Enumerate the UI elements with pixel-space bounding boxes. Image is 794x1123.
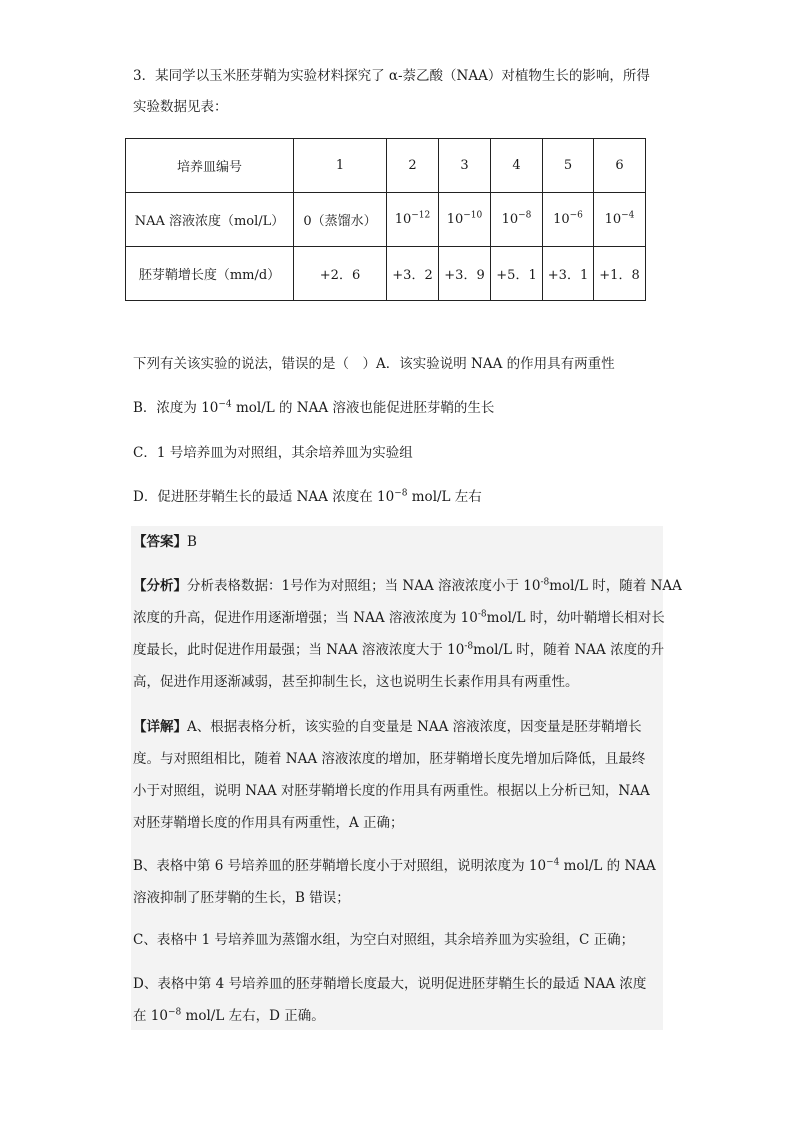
concentration-cell: 0（蒸馏水） (294, 193, 387, 247)
power-exponent: −12 (411, 210, 431, 221)
detail-text: A、根据表格分析，该实验的自变量是 NAA 溶液浓度，因变量是胚芽鞘增长 (187, 719, 642, 735)
dish-number-cell: 6 (594, 139, 646, 193)
experiment-data-table (125, 138, 646, 301)
header-label-cell: 培养皿编号 (126, 139, 294, 193)
concentration-cell (439, 193, 491, 247)
option-d-text: D．促进胚芽鞘生长的最适 NAA 浓度在 10 (133, 489, 395, 505)
option-d-text-tail: mol/L 左右 (407, 489, 482, 505)
analysis-exponent: -8 (477, 609, 487, 620)
growth-cell: +3．1 (543, 247, 594, 301)
analysis-line (133, 570, 682, 602)
power-base: 10 (394, 212, 412, 227)
detail-line: D、表格中第 4 号培养皿的胚芽鞘增长度最大，说明促进胚芽鞘生长的最适 NAA 浓度 (133, 976, 647, 992)
dish-number-cell: 1 (294, 139, 387, 193)
power-exponent: −8 (518, 210, 532, 221)
power-exponent: −10 (463, 210, 483, 221)
analysis-text: 浓度的升高，促进作用逐渐增强；当 NAA 溶液浓度为 10 (133, 610, 478, 626)
answer-line (133, 532, 197, 552)
concentration-label-cell: NAA 溶液浓度（mol/L） (126, 193, 294, 247)
detail-paragraph-d (133, 968, 661, 1032)
option-d (133, 487, 482, 507)
analysis-text: mol/L 时，幼叶鞘增长相对长 (486, 610, 665, 626)
concentration-cell (387, 193, 439, 247)
detail-exponent: −8 (167, 1007, 182, 1018)
growth-cell: +1．8 (594, 247, 646, 301)
question-stem-option-a: 下列有关该实验的说法，错误的是（ ）A．该实验说明 NAA 的作用具有两重性 (133, 356, 615, 372)
analysis-text: mol/L 时，随着 NAA 浓度的升 (473, 642, 665, 658)
analysis-exponent: -8 (540, 577, 550, 588)
growth-cell: +3．2 (387, 247, 439, 301)
table-row (126, 193, 646, 247)
analysis-text: mol/L 时，随着 NAA (549, 578, 682, 594)
detail-tag: 【详解】 (133, 719, 187, 735)
option-b (133, 398, 494, 418)
question-line-2: 实验数据见表： (133, 99, 228, 115)
detail-line: C、表格中 1 号培养皿为蒸馏水组，为空白对照组，其余培养皿为实验组，C 正确； (133, 932, 635, 948)
detail-line (133, 1000, 661, 1032)
table-row (126, 247, 646, 301)
question-line-1: 3．某同学以玉米胚芽鞘为实验材料探究了 α-萘乙酸（NAA）对植物生长的影响，所得 (133, 68, 650, 84)
power-exponent: −4 (621, 210, 635, 221)
table-row (126, 139, 646, 193)
dish-number-cell: 4 (491, 139, 543, 193)
detail-paragraph-b (133, 850, 661, 914)
detail-line: 小于对照组，说明 NAA 对胚芽鞘增长度的作用具有两重性。根据以上分析已知，NAA (133, 783, 650, 799)
answer-tag: 【答案】 (133, 534, 187, 550)
power-base: 10 (553, 212, 570, 227)
power-base: 10 (446, 212, 464, 227)
detail-text: B、表格中第 6 号培养皿的胚芽鞘增长度小于对照组，说明浓度为 10 (133, 858, 547, 874)
growth-cell: +3．9 (439, 247, 491, 301)
option-b-text-tail: mol/L 的 NAA 溶液也能促进胚芽鞘的生长 (231, 400, 495, 416)
detail-line: 溶液抑制了胚芽鞘的生长，B 错误； (133, 890, 350, 906)
dish-number-cell: 5 (543, 139, 594, 193)
analysis-text: 度最长，此时促进作用最强；当 NAA 溶液浓度大于 10 (133, 642, 465, 658)
analysis-line (133, 634, 665, 666)
detail-line (133, 711, 661, 743)
detail-paragraph-c (133, 924, 661, 956)
option-c: C．1 号培养皿为对照组，其余培养皿为实验组 (133, 445, 413, 461)
concentration-cell (491, 193, 543, 247)
detail-exponent: −4 (546, 857, 560, 868)
dish-number-cell: 2 (387, 139, 439, 193)
power-base: 10 (604, 212, 622, 227)
dish-number-cell: 3 (439, 139, 491, 193)
power-base: 10 (501, 212, 519, 227)
growth-label-cell: 胚芽鞘增长度（mm/d） (126, 247, 294, 301)
option-d-exponent: −8 (394, 488, 408, 499)
detail-text: mol/L 左右，D 正确。 (181, 1008, 325, 1024)
growth-cell: +2．6 (294, 247, 387, 301)
growth-cell: +5．1 (491, 247, 543, 301)
concentration-cell (543, 193, 594, 247)
option-b-text: B．浓度为 10 (133, 400, 219, 416)
analysis-line (133, 602, 665, 634)
option-b-exponent: −4 (218, 399, 232, 410)
analysis-exponent: -8 (464, 641, 474, 652)
detail-line (133, 850, 661, 882)
analysis-line: 高，促进作用逐渐减弱，甚至抑制生长，这也说明生长素作用具有两重性。 (133, 674, 579, 690)
power-exponent: −6 (569, 210, 583, 221)
concentration-cell (594, 193, 646, 247)
detail-line: 对胚芽鞘增长度的作用具有两重性，A 正确； (133, 815, 404, 831)
answer-value: B (187, 534, 197, 550)
analysis-paragraph (133, 570, 682, 698)
detail-text: mol/L 的 NAA (559, 858, 656, 874)
detail-paragraph-a (133, 711, 661, 839)
detail-text: 在 10 (133, 1008, 168, 1024)
analysis-text: 分析表格数据：1号作为对照组；当 NAA 溶液浓度小于 10 (187, 578, 541, 594)
analysis-tag: 【分析】 (133, 578, 187, 594)
detail-line: 度。与对照组相比，随着 NAA 溶液浓度的增加，胚芽鞘增长度先增加后降低，且最终 (133, 751, 646, 767)
